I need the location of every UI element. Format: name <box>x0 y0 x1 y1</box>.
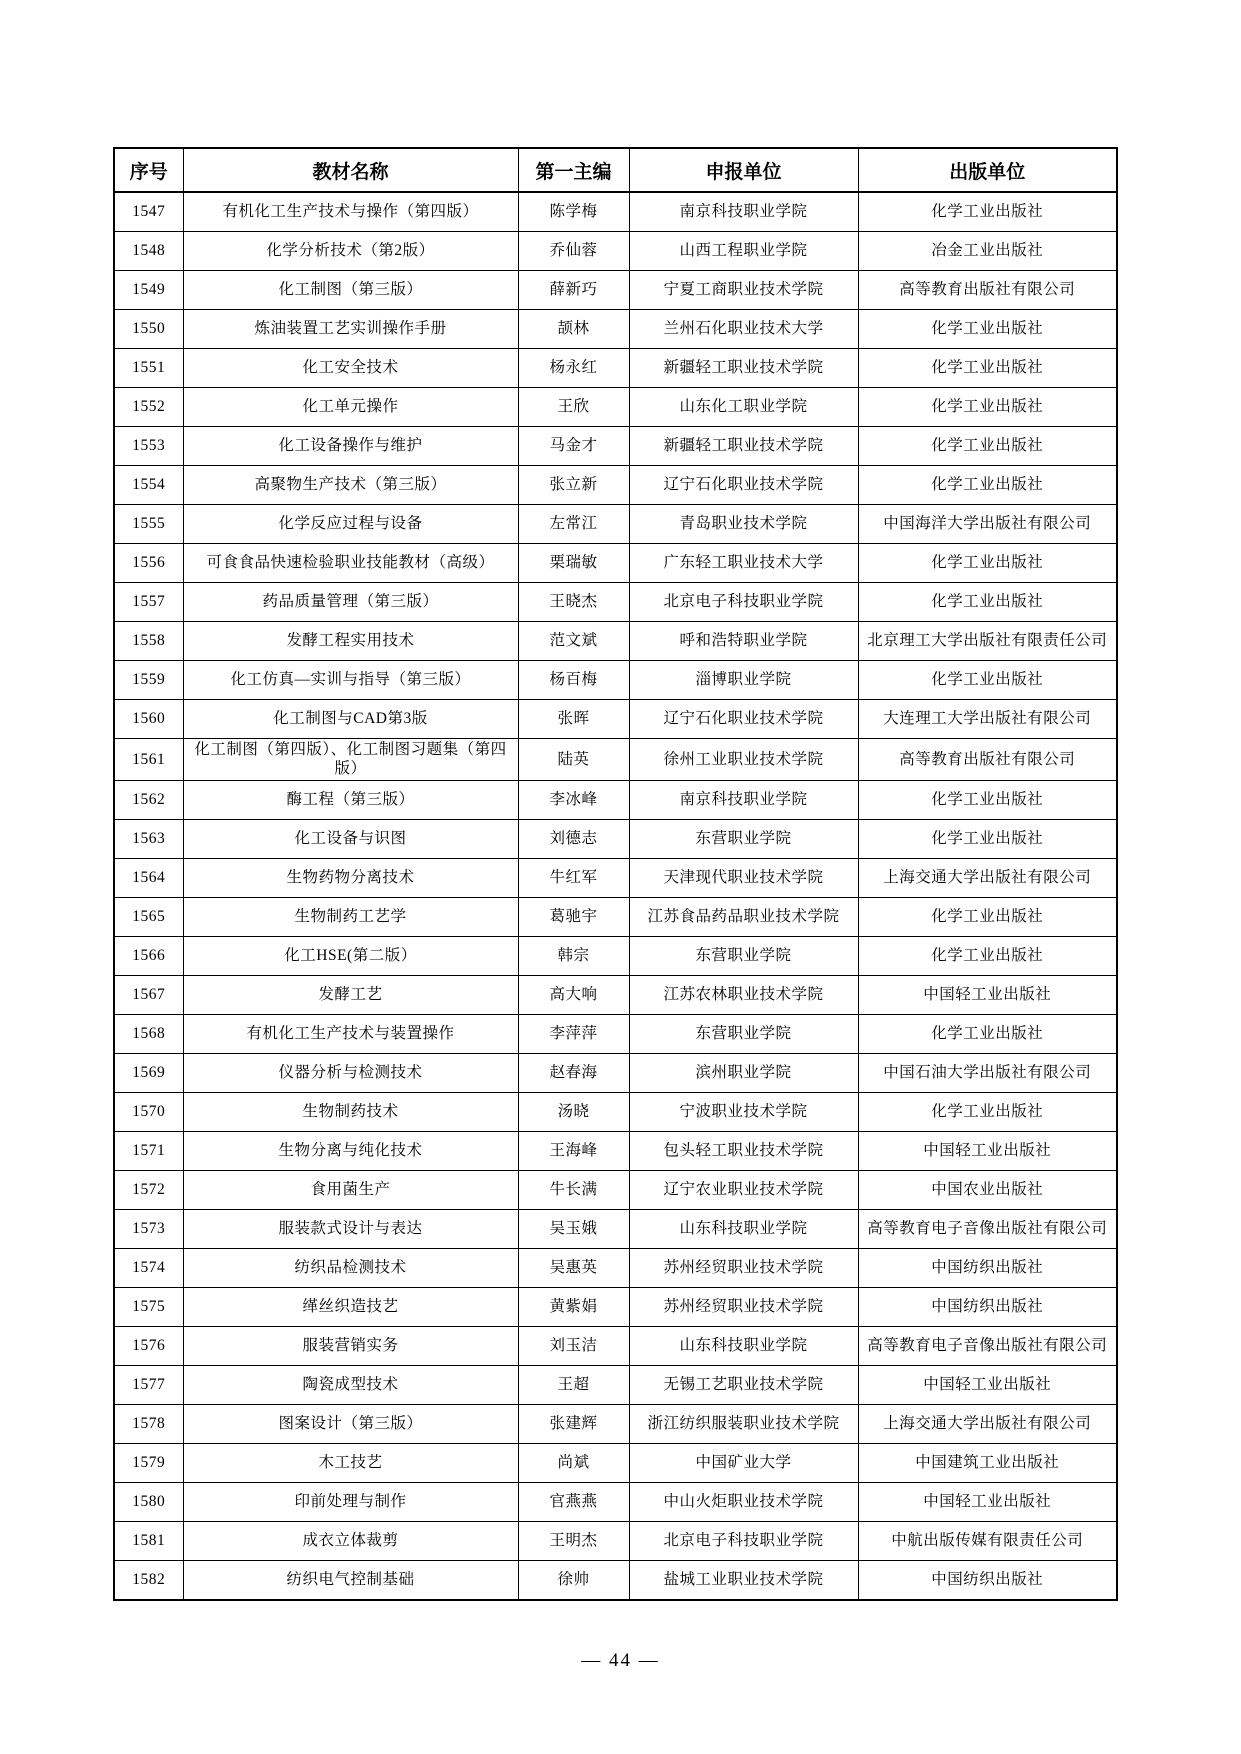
title-cell: 生物分离与纯化技术 <box>183 1131 518 1170</box>
applicant-cell: 青岛职业技术学院 <box>629 505 858 544</box>
title-cell: 纺织品检测技术 <box>183 1248 518 1287</box>
title-cell: 有机化工生产技术与装置操作 <box>183 1014 518 1053</box>
publisher-cell: 中国石油大学出版社有限公司 <box>858 1053 1117 1092</box>
publisher-cell: 中国轻工业出版社 <box>858 1482 1117 1521</box>
applicant-cell: 东营职业学院 <box>629 936 858 975</box>
applicant-cell: 广东轻工职业技术大学 <box>629 544 858 583</box>
title-cell: 化工制图（第四版）、化工制图习题集（第四版） <box>183 739 518 781</box>
header-title: 教材名称 <box>183 148 518 192</box>
publisher-cell: 冶金工业出版社 <box>858 232 1117 271</box>
publisher-cell: 高等教育出版社有限公司 <box>858 271 1117 310</box>
title-cell: 纺织电气控制基础 <box>183 1560 518 1600</box>
title-cell: 可食食品快速检验职业技能教材（高级） <box>183 544 518 583</box>
header-applicant: 申报单位 <box>629 148 858 192</box>
editor-cell: 高大响 <box>518 975 629 1014</box>
title-cell: 图案设计（第三版） <box>183 1404 518 1443</box>
title-cell: 化工制图（第三版） <box>183 271 518 310</box>
table-row <box>114 1131 1117 1170</box>
publisher-cell: 高等教育出版社有限公司 <box>858 739 1117 781</box>
serial-cell: 1581 <box>114 1521 183 1560</box>
title-cell: 缂丝织造技艺 <box>183 1287 518 1326</box>
publisher-cell: 高等教育电子音像出版社有限公司 <box>858 1209 1117 1248</box>
applicant-cell: 徐州工业职业技术学院 <box>629 739 858 781</box>
applicant-cell: 宁夏工商职业技术学院 <box>629 271 858 310</box>
editor-cell: 葛驰宇 <box>518 897 629 936</box>
table-row <box>114 936 1117 975</box>
table-body <box>114 192 1117 1600</box>
title-cell: 化工设备与识图 <box>183 819 518 858</box>
title-cell: 化工单元操作 <box>183 388 518 427</box>
serial-cell: 1551 <box>114 349 183 388</box>
serial-cell: 1555 <box>114 505 183 544</box>
serial-cell: 1561 <box>114 739 183 781</box>
serial-cell: 1577 <box>114 1365 183 1404</box>
title-cell: 生物制药技术 <box>183 1092 518 1131</box>
applicant-cell: 中国矿业大学 <box>629 1443 858 1482</box>
table-row <box>114 739 1117 781</box>
title-cell: 高聚物生产技术（第三版） <box>183 466 518 505</box>
applicant-cell: 苏州经贸职业技术学院 <box>629 1248 858 1287</box>
publisher-cell: 化学工业出版社 <box>858 544 1117 583</box>
serial-cell: 1550 <box>114 310 183 349</box>
serial-cell: 1558 <box>114 622 183 661</box>
editor-cell: 张晖 <box>518 700 629 739</box>
title-cell: 化工仿真—实训与指导（第三版） <box>183 661 518 700</box>
serial-cell: 1554 <box>114 466 183 505</box>
table-row <box>114 622 1117 661</box>
table-row <box>114 349 1117 388</box>
table-row <box>114 1443 1117 1482</box>
editor-cell: 尚斌 <box>518 1443 629 1482</box>
publisher-cell: 高等教育电子音像出版社有限公司 <box>858 1326 1117 1365</box>
publisher-cell: 中国纺织出版社 <box>858 1248 1117 1287</box>
applicant-cell: 北京电子科技职业学院 <box>629 583 858 622</box>
editor-cell: 马金才 <box>518 427 629 466</box>
applicant-cell: 苏州经贸职业技术学院 <box>629 1287 858 1326</box>
title-cell: 酶工程（第三版） <box>183 780 518 819</box>
applicant-cell: 新疆轻工职业技术学院 <box>629 349 858 388</box>
applicant-cell: 辽宁石化职业技术学院 <box>629 700 858 739</box>
publisher-cell: 上海交通大学出版社有限公司 <box>858 858 1117 897</box>
table-row <box>114 780 1117 819</box>
title-cell: 生物制药工艺学 <box>183 897 518 936</box>
editor-cell: 汤晓 <box>518 1092 629 1131</box>
editor-cell: 栗瑞敏 <box>518 544 629 583</box>
serial-cell: 1575 <box>114 1287 183 1326</box>
editor-cell: 徐帅 <box>518 1560 629 1600</box>
publisher-cell: 化学工业出版社 <box>858 936 1117 975</box>
table-row <box>114 1404 1117 1443</box>
editor-cell: 李萍萍 <box>518 1014 629 1053</box>
applicant-cell: 兰州石化职业技术大学 <box>629 310 858 349</box>
publisher-cell: 北京理工大学出版社有限责任公司 <box>858 622 1117 661</box>
serial-cell: 1560 <box>114 700 183 739</box>
title-cell: 炼油装置工艺实训操作手册 <box>183 310 518 349</box>
page-number: — 44 — <box>581 1650 660 1671</box>
serial-cell: 1557 <box>114 583 183 622</box>
publisher-cell: 化学工业出版社 <box>858 661 1117 700</box>
editor-cell: 刘德志 <box>518 819 629 858</box>
serial-cell: 1580 <box>114 1482 183 1521</box>
editor-cell: 陆英 <box>518 739 629 781</box>
applicant-cell: 辽宁农业职业技术学院 <box>629 1170 858 1209</box>
editor-cell: 王海峰 <box>518 1131 629 1170</box>
editor-cell: 刘玉洁 <box>518 1326 629 1365</box>
serial-cell: 1563 <box>114 819 183 858</box>
editor-cell: 吴惠英 <box>518 1248 629 1287</box>
table-row <box>114 1365 1117 1404</box>
applicant-cell: 南京科技职业学院 <box>629 780 858 819</box>
publisher-cell: 化学工业出版社 <box>858 388 1117 427</box>
title-cell: 木工技艺 <box>183 1443 518 1482</box>
title-cell: 陶瓷成型技术 <box>183 1365 518 1404</box>
serial-cell: 1574 <box>114 1248 183 1287</box>
editor-cell: 王超 <box>518 1365 629 1404</box>
applicant-cell: 新疆轻工职业技术学院 <box>629 427 858 466</box>
title-cell: 化学反应过程与设备 <box>183 505 518 544</box>
applicant-cell: 东营职业学院 <box>629 819 858 858</box>
editor-cell: 王明杰 <box>518 1521 629 1560</box>
title-cell: 化学分析技术（第2版） <box>183 232 518 271</box>
table-row <box>114 1053 1117 1092</box>
publisher-cell: 化学工业出版社 <box>858 1092 1117 1131</box>
publisher-cell: 化学工业出版社 <box>858 1014 1117 1053</box>
table-row <box>114 1326 1117 1365</box>
publisher-cell: 大连理工大学出版社有限公司 <box>858 700 1117 739</box>
editor-cell: 黄紫娟 <box>518 1287 629 1326</box>
publisher-cell: 化学工业出版社 <box>858 192 1117 232</box>
table-row <box>114 819 1117 858</box>
applicant-cell: 江苏农林职业技术学院 <box>629 975 858 1014</box>
applicant-cell: 淄博职业学院 <box>629 661 858 700</box>
editor-cell: 颉林 <box>518 310 629 349</box>
editor-cell: 韩宗 <box>518 936 629 975</box>
header-publisher: 出版单位 <box>858 148 1117 192</box>
title-cell: 生物药物分离技术 <box>183 858 518 897</box>
applicant-cell: 山东化工职业学院 <box>629 388 858 427</box>
table-row <box>114 1092 1117 1131</box>
editor-cell: 官燕燕 <box>518 1482 629 1521</box>
publisher-cell: 化学工业出版社 <box>858 780 1117 819</box>
editor-cell: 左常江 <box>518 505 629 544</box>
editor-cell: 牛长满 <box>518 1170 629 1209</box>
title-cell: 发酵工程实用技术 <box>183 622 518 661</box>
applicant-cell: 呼和浩特职业学院 <box>629 622 858 661</box>
publisher-cell: 中国农业出版社 <box>858 1170 1117 1209</box>
publisher-cell: 化学工业出版社 <box>858 349 1117 388</box>
editor-cell: 杨百梅 <box>518 661 629 700</box>
publisher-cell: 化学工业出版社 <box>858 466 1117 505</box>
table-row <box>114 544 1117 583</box>
serial-cell: 1569 <box>114 1053 183 1092</box>
applicant-cell: 包头轻工职业技术学院 <box>629 1131 858 1170</box>
header-editor: 第一主编 <box>518 148 629 192</box>
textbook-list-table <box>113 147 1118 1601</box>
table-row <box>114 975 1117 1014</box>
editor-cell: 王晓杰 <box>518 583 629 622</box>
title-cell: 化工安全技术 <box>183 349 518 388</box>
serial-cell: 1564 <box>114 858 183 897</box>
table-row <box>114 1482 1117 1521</box>
applicant-cell: 山东科技职业学院 <box>629 1326 858 1365</box>
serial-cell: 1582 <box>114 1560 183 1600</box>
table-row <box>114 192 1117 232</box>
publisher-cell: 中国纺织出版社 <box>858 1287 1117 1326</box>
editor-cell: 张建辉 <box>518 1404 629 1443</box>
editor-cell: 赵春海 <box>518 1053 629 1092</box>
table-row <box>114 1248 1117 1287</box>
editor-cell: 王欣 <box>518 388 629 427</box>
serial-cell: 1548 <box>114 232 183 271</box>
header-row <box>114 148 1117 192</box>
editor-cell: 张立新 <box>518 466 629 505</box>
publisher-cell: 中国轻工业出版社 <box>858 975 1117 1014</box>
editor-cell: 杨永红 <box>518 349 629 388</box>
applicant-cell: 北京电子科技职业学院 <box>629 1521 858 1560</box>
applicant-cell: 南京科技职业学院 <box>629 192 858 232</box>
table-row <box>114 1014 1117 1053</box>
table-row <box>114 232 1117 271</box>
publisher-cell: 中国轻工业出版社 <box>858 1365 1117 1404</box>
editor-cell: 李冰峰 <box>518 780 629 819</box>
title-cell: 服装款式设计与表达 <box>183 1209 518 1248</box>
serial-cell: 1556 <box>114 544 183 583</box>
table-row <box>114 310 1117 349</box>
serial-cell: 1571 <box>114 1131 183 1170</box>
applicant-cell: 浙江纺织服装职业技术学院 <box>629 1404 858 1443</box>
title-cell: 化工HSE(第二版） <box>183 936 518 975</box>
publisher-cell: 上海交通大学出版社有限公司 <box>858 1404 1117 1443</box>
applicant-cell: 山东科技职业学院 <box>629 1209 858 1248</box>
serial-cell: 1549 <box>114 271 183 310</box>
table-row <box>114 858 1117 897</box>
table-row <box>114 1560 1117 1600</box>
applicant-cell: 无锡工艺职业技术学院 <box>629 1365 858 1404</box>
serial-cell: 1562 <box>114 780 183 819</box>
serial-cell: 1576 <box>114 1326 183 1365</box>
publisher-cell: 化学工业出版社 <box>858 583 1117 622</box>
publisher-cell: 中国建筑工业出版社 <box>858 1443 1117 1482</box>
publisher-cell: 化学工业出版社 <box>858 427 1117 466</box>
serial-cell: 1579 <box>114 1443 183 1482</box>
title-cell: 食用菌生产 <box>183 1170 518 1209</box>
serial-cell: 1570 <box>114 1092 183 1131</box>
serial-cell: 1553 <box>114 427 183 466</box>
applicant-cell: 盐城工业职业技术学院 <box>629 1560 858 1600</box>
serial-cell: 1559 <box>114 661 183 700</box>
title-cell: 化工制图与CAD第3版 <box>183 700 518 739</box>
serial-cell: 1567 <box>114 975 183 1014</box>
applicant-cell: 江苏食品药品职业技术学院 <box>629 897 858 936</box>
serial-cell: 1565 <box>114 897 183 936</box>
title-cell: 仪器分析与检测技术 <box>183 1053 518 1092</box>
table-row <box>114 897 1117 936</box>
table-header <box>114 148 1117 192</box>
title-cell: 印前处理与制作 <box>183 1482 518 1521</box>
serial-cell: 1552 <box>114 388 183 427</box>
serial-cell: 1573 <box>114 1209 183 1248</box>
table-row <box>114 583 1117 622</box>
serial-cell: 1568 <box>114 1014 183 1053</box>
editor-cell: 范文斌 <box>518 622 629 661</box>
table-row <box>114 1521 1117 1560</box>
applicant-cell: 东营职业学院 <box>629 1014 858 1053</box>
editor-cell: 陈学梅 <box>518 192 629 232</box>
applicant-cell: 中山火炬职业技术学院 <box>629 1482 858 1521</box>
publisher-cell: 化学工业出版社 <box>858 819 1117 858</box>
title-cell: 发酵工艺 <box>183 975 518 1014</box>
publisher-cell: 化学工业出版社 <box>858 310 1117 349</box>
table-row <box>114 427 1117 466</box>
applicant-cell: 山西工程职业学院 <box>629 232 858 271</box>
serial-cell: 1572 <box>114 1170 183 1209</box>
table-row <box>114 271 1117 310</box>
header-serial: 序号 <box>114 148 183 192</box>
table-row <box>114 505 1117 544</box>
editor-cell: 薛新巧 <box>518 271 629 310</box>
table-row <box>114 1287 1117 1326</box>
title-cell: 服装营销实务 <box>183 1326 518 1365</box>
applicant-cell: 辽宁石化职业技术学院 <box>629 466 858 505</box>
table-row <box>114 388 1117 427</box>
title-cell: 成衣立体裁剪 <box>183 1521 518 1560</box>
serial-cell: 1547 <box>114 192 183 232</box>
publisher-cell: 中国海洋大学出版社有限公司 <box>858 505 1117 544</box>
title-cell: 化工设备操作与维护 <box>183 427 518 466</box>
editor-cell: 牛红军 <box>518 858 629 897</box>
applicant-cell: 宁波职业技术学院 <box>629 1092 858 1131</box>
publisher-cell: 中国纺织出版社 <box>858 1560 1117 1600</box>
publisher-cell: 化学工业出版社 <box>858 897 1117 936</box>
serial-cell: 1578 <box>114 1404 183 1443</box>
title-cell: 药品质量管理（第三版） <box>183 583 518 622</box>
applicant-cell: 天津现代职业技术学院 <box>629 858 858 897</box>
table-row <box>114 1170 1117 1209</box>
publisher-cell: 中国轻工业出版社 <box>858 1131 1117 1170</box>
title-cell: 有机化工生产技术与操作（第四版） <box>183 192 518 232</box>
table-row <box>114 466 1117 505</box>
table-row <box>114 700 1117 739</box>
editor-cell: 乔仙蓉 <box>518 232 629 271</box>
applicant-cell: 滨州职业学院 <box>629 1053 858 1092</box>
table-row <box>114 1209 1117 1248</box>
serial-cell: 1566 <box>114 936 183 975</box>
table-row <box>114 661 1117 700</box>
editor-cell: 吴玉娥 <box>518 1209 629 1248</box>
publisher-cell: 中航出版传媒有限责任公司 <box>858 1521 1117 1560</box>
